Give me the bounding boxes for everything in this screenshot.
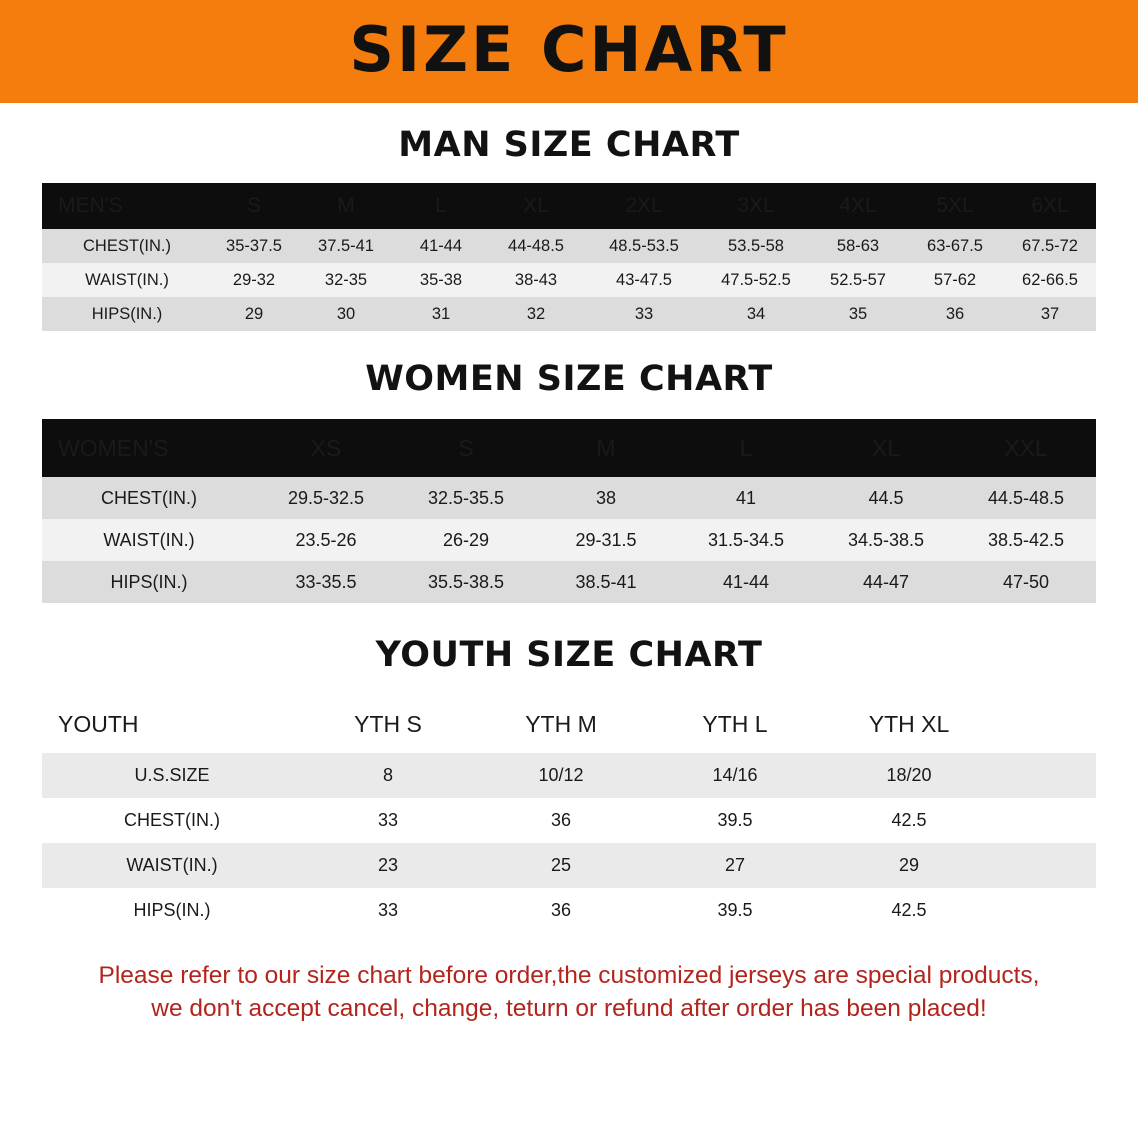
- women-size-col: M: [536, 419, 676, 477]
- youth-cell: 39.5: [648, 888, 822, 933]
- women-cell: 41: [676, 477, 816, 519]
- youth-cell-spacer: [996, 888, 1096, 933]
- men-cell: 43-47.5: [586, 263, 702, 297]
- women-cell: 26-29: [396, 519, 536, 561]
- table-header-row: [42, 419, 1096, 477]
- table-row: [42, 477, 1096, 519]
- women-cell: 31.5-34.5: [676, 519, 816, 561]
- men-cell: 33: [586, 297, 702, 331]
- women-size-col: L: [676, 419, 816, 477]
- women-section-heading: WOMEN SIZE CHART: [365, 359, 773, 399]
- men-size-col: M: [296, 183, 396, 229]
- youth-cell-spacer: [996, 753, 1096, 798]
- men-cell: 52.5-57: [810, 263, 906, 297]
- women-cell: 35.5-38.5: [396, 561, 536, 603]
- man-section-heading: MAN SIZE CHART: [398, 125, 740, 165]
- men-row-label: WAIST(IN.): [42, 263, 212, 297]
- youth-row-label: CHEST(IN.): [42, 798, 302, 843]
- youth-cell-spacer: [996, 798, 1096, 843]
- women-row-label: WAIST(IN.): [42, 519, 256, 561]
- women-cell: 32.5-35.5: [396, 477, 536, 519]
- women-header-label: WOMEN'S: [42, 419, 256, 477]
- women-cell: 41-44: [676, 561, 816, 603]
- men-cell: 34: [702, 297, 810, 331]
- youth-cell: 8: [302, 753, 474, 798]
- men-cell: 37: [1004, 297, 1096, 331]
- men-cell: 35-37.5: [212, 229, 296, 263]
- women-size-table: [42, 419, 1096, 603]
- youth-size-table: [42, 695, 1096, 933]
- men-cell: 35-38: [396, 263, 486, 297]
- men-size-col: XL: [486, 183, 586, 229]
- table-row: [42, 263, 1096, 297]
- men-cell: 37.5-41: [296, 229, 396, 263]
- women-cell: 38.5-41: [536, 561, 676, 603]
- table-row: [42, 843, 1096, 888]
- youth-cell: 14/16: [648, 753, 822, 798]
- men-size-col: 2XL: [586, 183, 702, 229]
- table-row: [42, 753, 1096, 798]
- table-row: [42, 297, 1096, 331]
- youth-size-col: YTH XL: [822, 695, 996, 753]
- table-row: [42, 229, 1096, 263]
- table-row: [42, 519, 1096, 561]
- men-size-col: 4XL: [810, 183, 906, 229]
- youth-cell: 27: [648, 843, 822, 888]
- youth-row-label: U.S.SIZE: [42, 753, 302, 798]
- youth-header-spacer: [996, 695, 1096, 753]
- youth-cell: 18/20: [822, 753, 996, 798]
- youth-cell-spacer: [996, 843, 1096, 888]
- youth-cell: 42.5: [822, 888, 996, 933]
- women-cell: 38: [536, 477, 676, 519]
- women-size-col: XL: [816, 419, 956, 477]
- men-row-label: HIPS(IN.): [42, 297, 212, 331]
- men-cell: 63-67.5: [906, 229, 1004, 263]
- youth-section-heading: YOUTH SIZE CHART: [375, 635, 763, 675]
- women-cell: 29.5-32.5: [256, 477, 396, 519]
- table-row: [42, 888, 1096, 933]
- men-cell: 32: [486, 297, 586, 331]
- men-cell: 30: [296, 297, 396, 331]
- youth-cell: 42.5: [822, 798, 996, 843]
- youth-cell: 33: [302, 888, 474, 933]
- women-row-label: CHEST(IN.): [42, 477, 256, 519]
- women-cell: 33-35.5: [256, 561, 396, 603]
- men-size-col: L: [396, 183, 486, 229]
- men-header-label: MEN'S: [42, 183, 212, 229]
- youth-cell: 36: [474, 798, 648, 843]
- men-cell: 36: [906, 297, 1004, 331]
- men-cell: 53.5-58: [702, 229, 810, 263]
- women-cell: 44.5-48.5: [956, 477, 1096, 519]
- men-cell: 48.5-53.5: [586, 229, 702, 263]
- men-cell: 32-35: [296, 263, 396, 297]
- women-cell: 38.5-42.5: [956, 519, 1096, 561]
- men-row-label: CHEST(IN.): [42, 229, 212, 263]
- page-banner: [0, 0, 1138, 103]
- men-size-col: 3XL: [702, 183, 810, 229]
- footer-note-line-2: we don't accept cancel, change, teturn or refund after order has been placed!: [151, 995, 987, 1023]
- youth-size-col: YTH M: [474, 695, 648, 753]
- men-size-col: 6XL: [1004, 183, 1096, 229]
- youth-size-col: YTH S: [302, 695, 474, 753]
- youth-row-label: HIPS(IN.): [42, 888, 302, 933]
- women-row-label: HIPS(IN.): [42, 561, 256, 603]
- men-cell: 57-62: [906, 263, 1004, 297]
- youth-cell: 33: [302, 798, 474, 843]
- women-cell: 44-47: [816, 561, 956, 603]
- youth-row-label: WAIST(IN.): [42, 843, 302, 888]
- women-cell: 44.5: [816, 477, 956, 519]
- footer-note: [40, 959, 1098, 1025]
- footer-note-line-1: Please refer to our size chart before order,the customized jerseys are special products,: [98, 962, 1040, 989]
- youth-cell: 39.5: [648, 798, 822, 843]
- men-cell: 58-63: [810, 229, 906, 263]
- youth-cell: 25: [474, 843, 648, 888]
- women-cell: 47-50: [956, 561, 1096, 603]
- youth-header-label: YOUTH: [42, 695, 302, 753]
- women-cell: 34.5-38.5: [816, 519, 956, 561]
- women-cell: 23.5-26: [256, 519, 396, 561]
- men-cell: 67.5-72: [1004, 229, 1096, 263]
- men-cell: 35: [810, 297, 906, 331]
- men-cell: 41-44: [396, 229, 486, 263]
- men-cell: 31: [396, 297, 486, 331]
- men-cell: 29: [212, 297, 296, 331]
- table-row: [42, 561, 1096, 603]
- table-row: [42, 798, 1096, 843]
- men-size-col: S: [212, 183, 296, 229]
- youth-cell: 23: [302, 843, 474, 888]
- women-cell: 29-31.5: [536, 519, 676, 561]
- men-cell: 38-43: [486, 263, 586, 297]
- youth-size-col: YTH L: [648, 695, 822, 753]
- youth-cell: 36: [474, 888, 648, 933]
- table-header-row: [42, 695, 1096, 753]
- man-size-table: [42, 183, 1096, 331]
- men-size-col: 5XL: [906, 183, 1004, 229]
- page-title: SIZE CHART: [349, 12, 789, 86]
- women-size-col: XS: [256, 419, 396, 477]
- men-cell: 29-32: [212, 263, 296, 297]
- youth-cell: 10/12: [474, 753, 648, 798]
- youth-cell: 29: [822, 843, 996, 888]
- table-header-row: [42, 183, 1096, 229]
- men-cell: 62-66.5: [1004, 263, 1096, 297]
- men-cell: 44-48.5: [486, 229, 586, 263]
- men-cell: 47.5-52.5: [702, 263, 810, 297]
- women-size-col: XXL: [956, 419, 1096, 477]
- women-size-col: S: [396, 419, 536, 477]
